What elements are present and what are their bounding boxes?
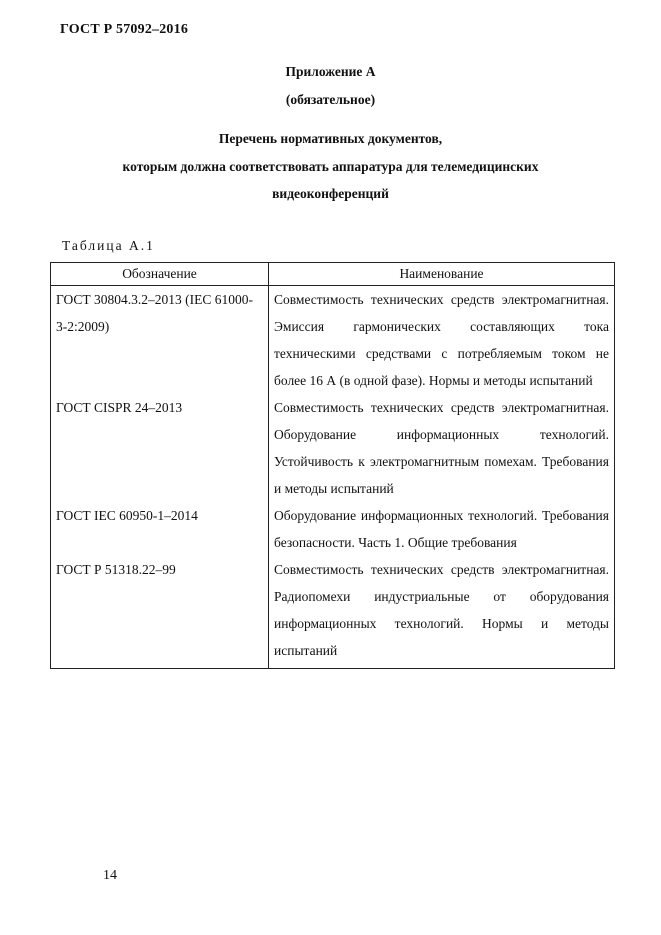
table-row xyxy=(51,502,615,556)
row-designation: ГОСТ IEC 60950-1–2014 xyxy=(51,502,269,556)
table-row xyxy=(51,394,615,502)
normative-documents-table xyxy=(50,262,615,669)
table-row xyxy=(51,286,615,395)
appendix-status: (обязательное) xyxy=(285,92,376,107)
row-name: Совместимость технических средств электромагнитная. Радиопомехи индустриальные от оборудования информационных технологий. Нормы и методы испытаний xyxy=(269,556,615,669)
row-designation: ГОСТ Р 51318.22–99 xyxy=(51,556,269,669)
row-designation: ГОСТ 30804.3.2–2013 (IEC 61000-3-2:2009) xyxy=(51,286,269,395)
table-row xyxy=(51,556,615,669)
column-header-designation: Обозначение xyxy=(51,263,269,286)
row-name: Совместимость технических средств электромагнитная. Эмиссия гармонических составляющих тока техническими средствами с потребляемым током не более 16 А (в одной фазе). Нормы и методы испытаний xyxy=(269,286,615,395)
appendix-heading-line-2: которым должна соответствовать аппаратура для телемедицинских xyxy=(122,159,539,174)
row-name: Совместимость технических средств электромагнитная. Оборудование информационных технологий. Устойчивость к электромагнитным помехам. Требования и методы испытаний xyxy=(269,394,615,502)
column-header-name: Наименование xyxy=(269,263,615,286)
table-header-row xyxy=(51,263,615,286)
page-number: 14 xyxy=(103,868,117,883)
appendix-heading-line-3: видеоконференций xyxy=(272,186,389,201)
document-standard-number: ГОСТ Р 57092–2016 xyxy=(60,22,189,37)
appendix-heading-line-1: Перечень нормативных документов, xyxy=(218,131,443,146)
row-designation: ГОСТ CISPR 24–2013 xyxy=(51,394,269,502)
table-caption: Таблица А.1 xyxy=(62,238,155,253)
appendix-title: Приложение А xyxy=(285,64,376,79)
row-name: Оборудование информационных технологий. Требования безопасности. Часть 1. Общие требования xyxy=(269,502,615,556)
